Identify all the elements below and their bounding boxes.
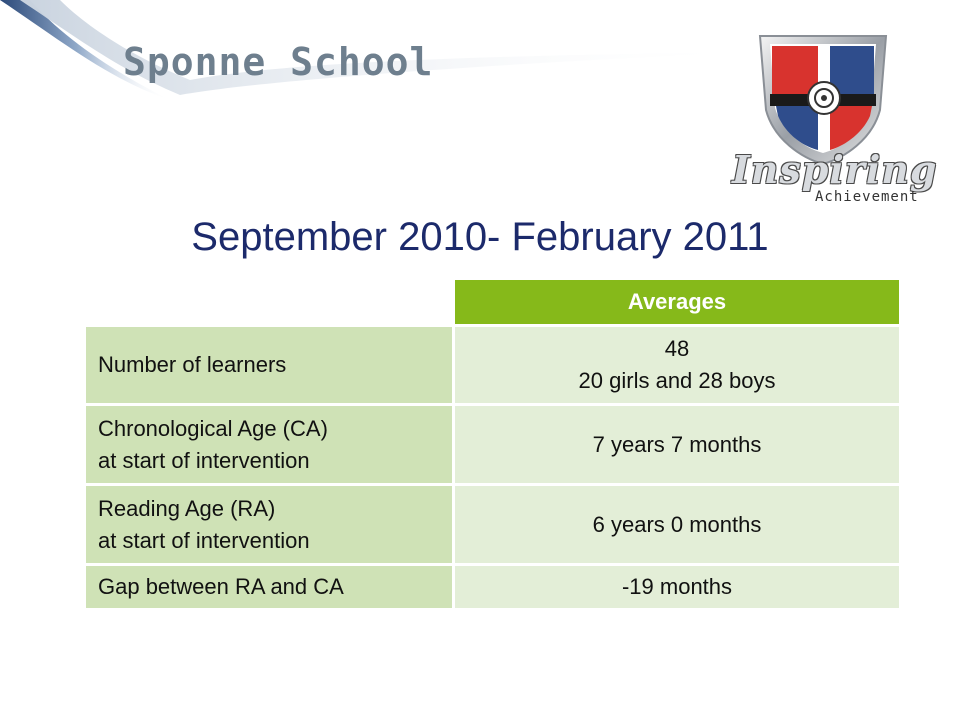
row-label [86, 406, 455, 483]
table-row [86, 566, 899, 608]
row-value [455, 406, 899, 483]
empty-header-cell [86, 280, 455, 324]
value-line: 48 [664, 336, 690, 362]
row-label [86, 327, 455, 403]
value-line: 7 years 7 months [592, 431, 762, 457]
label-line: Reading Age (RA) [98, 495, 276, 521]
row-value [455, 566, 899, 608]
school-name: Sponne School [123, 40, 434, 84]
averages-table [86, 277, 899, 611]
table-header-row [86, 280, 899, 324]
table-row [86, 486, 899, 563]
averages-header: Averages [455, 280, 899, 324]
value-line: 6 years 0 months [592, 511, 762, 537]
slide-title: September 2010- February 2011 [191, 215, 769, 259]
label-line: Gap between RA and CA [98, 574, 344, 600]
table-row [86, 406, 899, 483]
row-label [86, 486, 455, 563]
label-line: at start of intervention [98, 447, 310, 473]
row-value [455, 327, 899, 403]
row-label [86, 566, 455, 608]
motto-inspiring: Inspiring [732, 147, 938, 192]
value-line: 20 girls and 28 boys [578, 368, 776, 393]
label-line: Number of learners [98, 352, 287, 378]
label-line: at start of intervention [98, 527, 310, 553]
motto-achievement: Achievement [815, 189, 919, 205]
table-row [86, 327, 899, 403]
row-value [455, 486, 899, 563]
label-line: Chronological Age (CA) [98, 415, 328, 441]
value-line: -19 months [621, 574, 733, 600]
